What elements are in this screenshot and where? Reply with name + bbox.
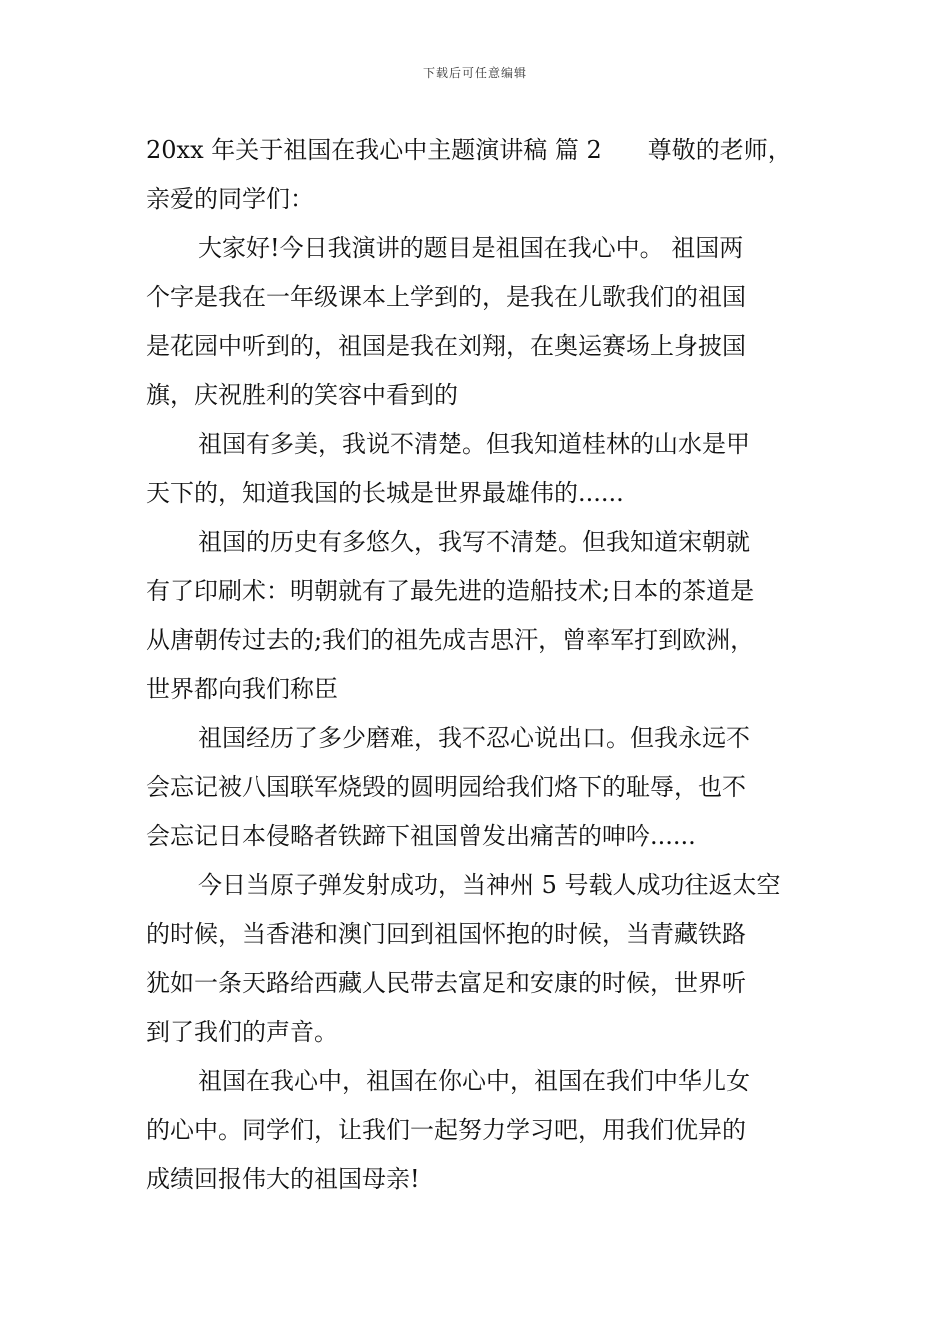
paragraph-line: 的时候，当香港和澳门回到祖国怀抱的时候，当青藏铁路	[146, 920, 746, 948]
paragraph-line: 天下的，知道我国的长城是世界最雄伟的......	[146, 479, 624, 507]
paragraph-line: 世界都向我们称臣	[146, 675, 338, 703]
paragraph-line: 会忘记被八国联军烧毁的圆明园给我们烙下的耻辱，也不	[146, 773, 746, 801]
paragraph-4	[146, 714, 812, 861]
paragraph-line: 祖国的历史有多悠久，我写不清楚。但我知道宋朝就	[198, 528, 750, 556]
paragraph-line: 祖国在我心中，祖国在你心中，祖国在我们中华儿女	[198, 1067, 750, 1095]
greeting-inline: 尊敬的老师，	[647, 136, 792, 164]
paragraph-5	[146, 861, 812, 1057]
paragraph-6	[146, 1057, 812, 1204]
paragraph-line: 到了我们的声音。	[146, 1018, 338, 1046]
paragraph-line: 的心中。同学们，让我们一起努力学习吧，用我们优异的	[146, 1116, 746, 1144]
paragraph-line: 祖国有多美，我说不清楚。但我知道桂林的山水是甲	[198, 430, 750, 458]
title-line	[146, 126, 812, 175]
paragraph-1	[146, 224, 812, 420]
paragraph-line: 会忘记日本侵略者铁蹄下祖国曾发出痛苦的呻吟......	[146, 822, 696, 850]
paragraph-line: 大家好!今日我演讲的题目是祖国在我心中。 祖国两	[198, 234, 744, 262]
paragraph-line: 今日当原子弹发射成功，当神州 5 号载人成功往返太空	[198, 871, 781, 899]
document-body	[146, 126, 812, 1204]
paragraph-3	[146, 518, 812, 714]
paragraph-line: 个字是我在一年级课本上学到的，是我在儿歌我们的祖国	[146, 283, 746, 311]
paragraph-line: 成绩回报伟大的祖国母亲!	[146, 1165, 420, 1193]
paragraph-line: 有了印刷术：明朝就有了最先进的造船技术;日本的茶道是	[146, 577, 755, 605]
paragraph-line: 犹如一条天路给西藏人民带去富足和安康的时候，世界听	[146, 969, 746, 997]
paragraph-line: 旗，庆祝胜利的笑容中看到的	[146, 381, 458, 409]
paragraph-2	[146, 420, 812, 518]
greeting-line	[146, 175, 812, 224]
page-header-note: 下载后可任意编辑	[422, 66, 527, 80]
greeting-text: 亲爱的同学们：	[146, 185, 314, 213]
paragraph-line: 是花园中听到的，祖国是我在刘翔，在奥运赛场上身披国	[146, 332, 746, 360]
paragraph-line: 祖国经历了多少磨难，我不忍心说出口。但我永远不	[198, 724, 750, 752]
paragraph-line: 从唐朝传过去的;我们的祖先成吉思汗，曾率军打到欧洲，	[146, 626, 755, 654]
document-title: 20xx 年关于祖国在我心中主题演讲稿 篇 2	[146, 136, 602, 164]
